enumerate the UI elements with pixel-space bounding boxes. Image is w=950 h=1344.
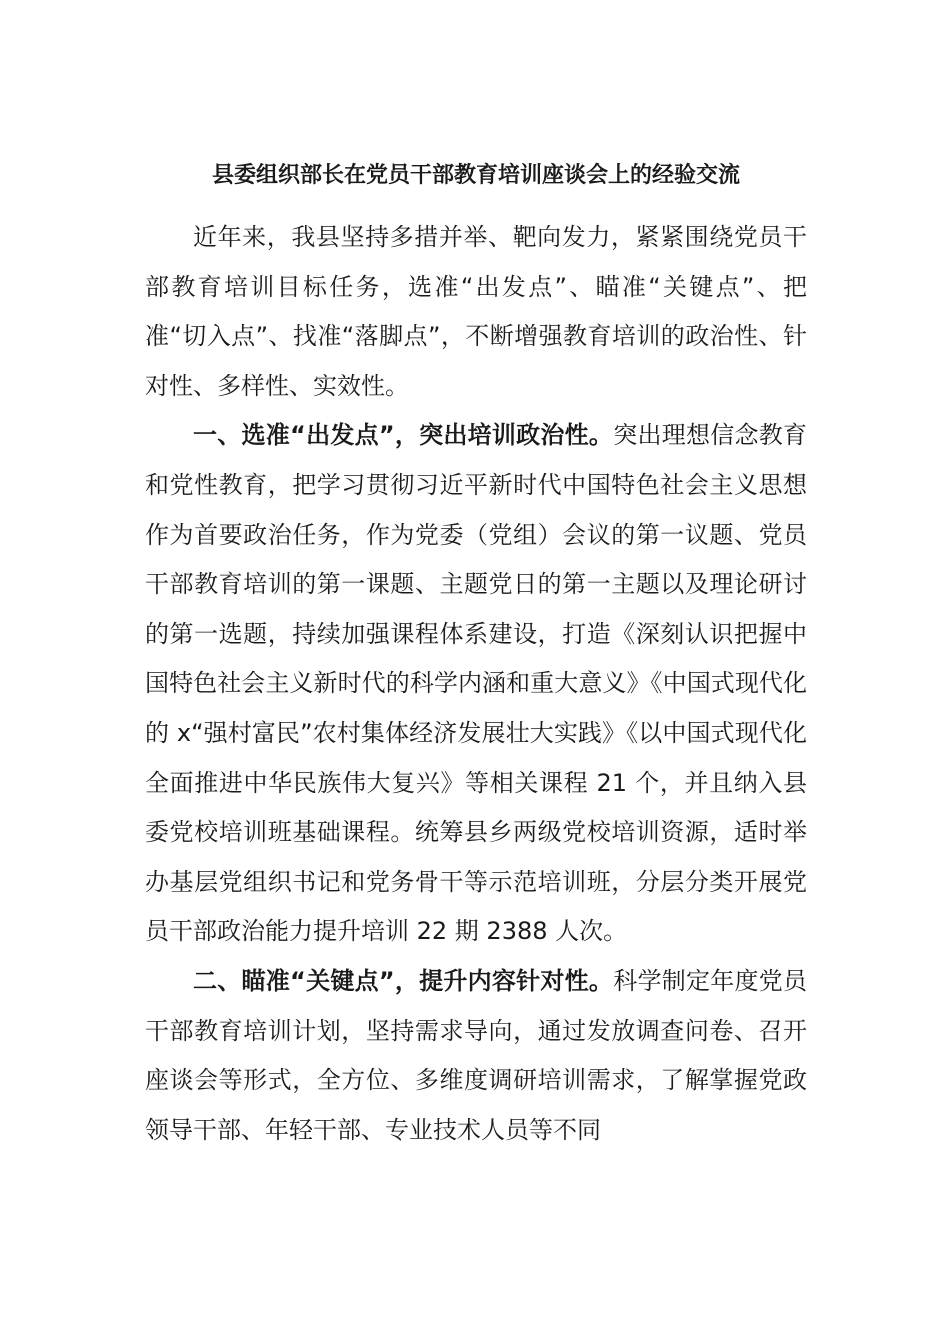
section-2-body: 科学制定年度党员干部教育培训计划，坚持需求导向，通过发放调查问卷、召开座谈会等形式，全方位、多维度调研培训需求，了解掌握党政领导干部、年轻干部、专业技术人员等不同 <box>145 966 808 1144</box>
section-1-paragraph <box>145 411 807 957</box>
document-title: 县委组织部长在党员干部教育培训座谈会上的经验交流 <box>211 163 740 188</box>
intro-paragraph: 近年来，我县坚持多措并举、靶向发力，紧紧围绕党员干部教育培训目标任务，选准“出发点”、瞄准“关键点”、把准“切入点”、找准“落脚点”，不断增强教育培训的政治性、针对性、多样性、实效性。 <box>145 223 807 400</box>
document-body <box>145 213 807 1155</box>
section-2-paragraph <box>145 957 807 1155</box>
section-2-heading: 二、瞄准“关键点”，提升内容针对性。 <box>193 966 614 995</box>
section-1-body: 突出理想信念教育和党性教育，把学习贯彻习近平新时代中国特色社会主义思想作为首要政治任务，作为党委（党组）会议的第一议题、党员干部教育培训的第一课题、主题党日的第一主题以及理论研讨的第一选题，持续加强课程体系建设，打造《深刻认识把握中国特色社会主义新时代的科学内涵和重大意义》《中国式现代化的 x“强村富民”农村集体经济发展壮大实践》《以中国式现代化全面推进中华民族伟大复兴》等相关课程 21 个，并且纳入县委党校培训班基础课程。统筹县乡两级党校培训资源，适时举办基层党组织书记和党务骨干等示范培训班，分层分类开展党员干部政治能力提升培训 22 期 2388 人次。 <box>145 421 808 946</box>
section-1-heading: 一、选准“出发点”，突出培训政治性。 <box>193 421 614 450</box>
